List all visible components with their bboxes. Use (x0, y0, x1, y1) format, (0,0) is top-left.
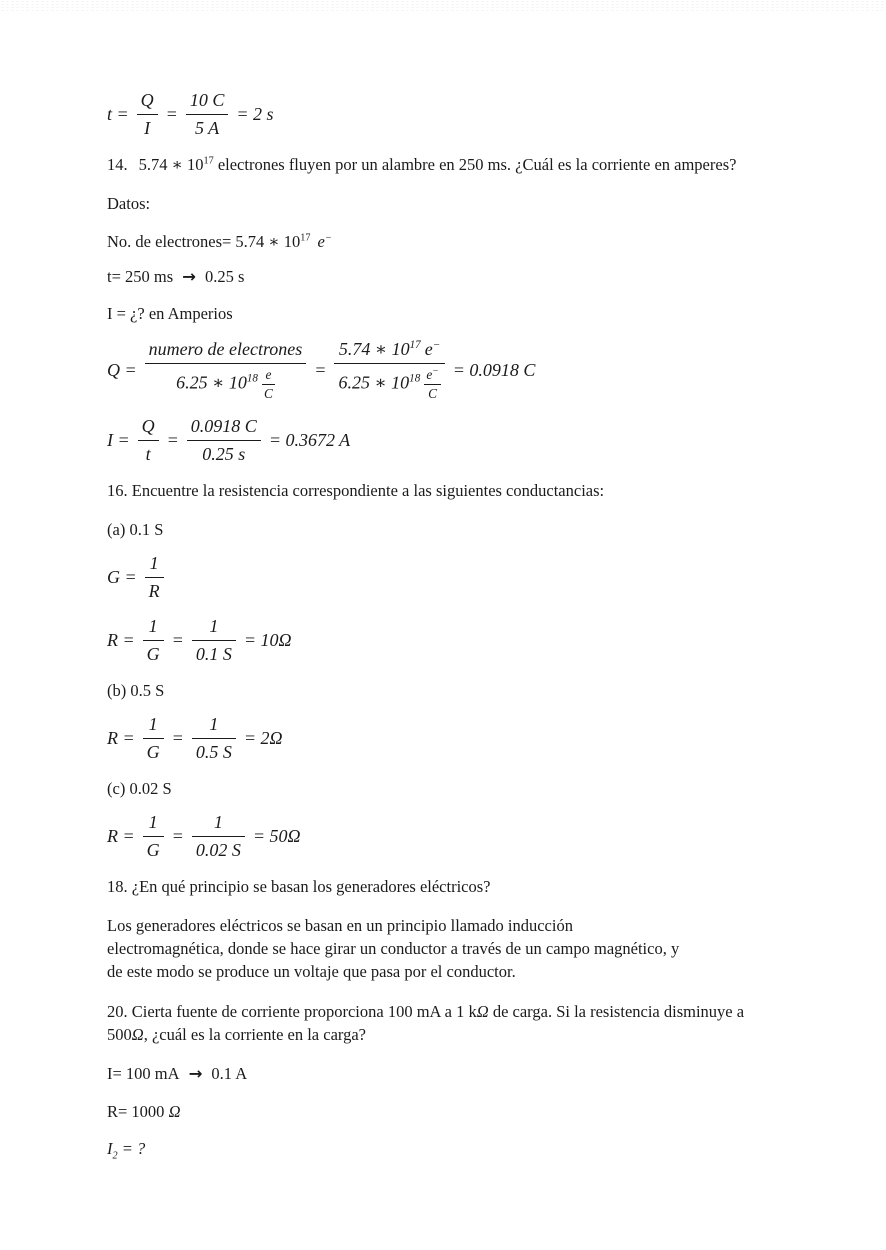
fraction-substituted (334, 339, 444, 402)
problem-number: 14. (107, 155, 128, 174)
i2-unknown-line (107, 1137, 767, 1160)
fraction-denominator: 0.02 S (195, 840, 241, 860)
problem-18-question: 18. ¿En qué principio se basan los generadores eléctricos? (107, 877, 491, 896)
fraction-numerator: 0.0918 C (187, 416, 261, 441)
fraction-values (187, 416, 261, 465)
electron-charge-sign: − (432, 365, 439, 377)
fraction-numerator: Q (138, 416, 159, 441)
formula-result: = 0.3672 A (268, 430, 351, 450)
fraction-denominator (334, 364, 444, 402)
question-text: , ¿cuál es la corriente en la carga? (143, 1025, 366, 1044)
fraction-numerator: Q (137, 90, 158, 115)
formula-resistance-a (107, 616, 767, 665)
formula-result: = 10Ω (243, 630, 292, 650)
fraction-denominator: C (428, 386, 437, 401)
fraction-numerator: 1 (143, 616, 164, 641)
subscript: 2 (112, 1150, 118, 1162)
answer-line: electromagnética, donde se hace girar un conductor a través de un campo magnético, y (107, 939, 680, 958)
problem-14-question (107, 153, 767, 176)
value-text: 0.1 A (211, 1064, 248, 1083)
formula-time (107, 90, 767, 139)
fraction-numerator: 1 (143, 812, 164, 837)
fraction-denominator: 0.1 S (195, 644, 232, 664)
formula-result: = 0.0918 C (452, 360, 536, 380)
formula-lhs: Q = (107, 360, 137, 380)
coefficient: 6.25 ∗ 10 (338, 372, 410, 393)
nested-fraction-e-over-c (262, 367, 275, 402)
part-b-label: (b) 0.5 S (107, 681, 165, 700)
question-text: de carga. Si la resistencia disminuye a 500 (107, 1002, 745, 1044)
unknown-current-line: I = ¿? en Amperios (107, 304, 233, 323)
question-text: 20. Cierta fuente de corriente proporciona 100 mA a 1 k (107, 1002, 477, 1021)
fraction-numerator (334, 339, 444, 364)
fraction-10c-over-5a (186, 90, 229, 139)
answer-line: de este modo se produce un voltaje que pasa por el conductor. (107, 962, 516, 981)
fraction-electron-count (145, 339, 307, 402)
part-c-label: (c) 0.02 S (107, 779, 172, 798)
exponent: 17 (409, 339, 421, 351)
equals-sign: = (171, 728, 184, 748)
datos-label: Datos: (107, 194, 151, 213)
omega-symbol: Ω (131, 1025, 144, 1044)
formula-resistance-b (107, 714, 767, 763)
coefficient: 6.25 ∗ 10 (176, 372, 247, 393)
nested-fraction-e-over-c (424, 367, 440, 402)
answer-line: Los generadores eléctricos se basan en un principio llamado inducción (107, 916, 573, 935)
value-text: R= 1000 (107, 1102, 169, 1121)
fraction-numerator: numero de electrones (145, 339, 307, 364)
current-symbol: I (107, 1139, 113, 1158)
omega-symbol: Ω (476, 1002, 489, 1021)
fraction-values (192, 812, 245, 861)
fraction-values (192, 714, 236, 763)
formula-resistance-c (107, 812, 767, 861)
fraction-1-over-g (143, 714, 164, 763)
fraction-denominator: G (146, 840, 160, 860)
formula-lhs: R = (107, 630, 135, 650)
formula-charge (107, 339, 767, 402)
formula-lhs: t = (107, 104, 129, 124)
value-text: = ? (117, 1139, 146, 1158)
question-text: 5.74 ∗ 10 (138, 155, 204, 174)
fraction-denominator: C (263, 386, 273, 401)
fraction-denominator: 0.5 S (195, 742, 232, 762)
electron-charge-sign: − (432, 339, 441, 351)
problem-16-question: 16. Encuentre la resistencia correspondiente a las siguientes conductancias: (107, 481, 605, 500)
equals-sign: = (171, 826, 184, 846)
scan-noise-band (0, 0, 886, 13)
fraction-q-over-t (138, 416, 159, 465)
arrow-icon: → (182, 267, 196, 286)
value-text: No. de electrones= 5.74 ∗ 10 (107, 232, 301, 251)
time-conversion-line (107, 265, 767, 288)
fraction-numerator: 1 (192, 714, 236, 739)
formula-lhs: I = (107, 430, 130, 450)
electron-symbol: e (317, 232, 325, 251)
fraction-q-over-i (137, 90, 158, 139)
fraction-1-over-g (143, 812, 164, 861)
electron-symbol: e (426, 367, 433, 382)
value-text: t= 250 ms (107, 267, 174, 286)
fraction-1-over-r (145, 553, 164, 602)
fraction-denominator: 5 A (194, 118, 220, 138)
problem-18-answer (107, 914, 767, 983)
fraction-numerator: 1 (145, 553, 164, 578)
fraction-numerator: e (262, 367, 275, 385)
exponent: 17 (300, 232, 311, 244)
part-a-label: (a) 0.1 S (107, 520, 164, 539)
fraction-numerator: 1 (143, 714, 164, 739)
value-text: I= 100 mA (107, 1064, 180, 1083)
formula-lhs: G = (107, 567, 137, 587)
current-conversion-line (107, 1062, 767, 1085)
fraction-1-over-g (143, 616, 164, 665)
arrow-icon: → (188, 1064, 203, 1083)
electron-count-line (107, 230, 767, 253)
equals-sign: = (165, 104, 178, 124)
exponent: 18 (409, 372, 421, 385)
fraction-denominator: G (146, 742, 160, 762)
formula-lhs: R = (107, 826, 135, 846)
fraction-denominator: G (146, 644, 160, 664)
fraction-denominator: R (148, 581, 160, 601)
formula-result: = 2 s (236, 104, 274, 124)
electron-charge-sign: − (324, 232, 332, 244)
fraction-numerator (424, 367, 440, 385)
question-text: electrones fluyen por un alambre en 250 ms. ¿Cuál es la corriente en amperes? (213, 155, 737, 174)
problem-20-question (107, 1000, 767, 1046)
equals-sign: = (166, 430, 179, 450)
coefficient: 5.74 ∗ 10 (338, 339, 410, 359)
omega-symbol: Ω (168, 1102, 181, 1121)
formula-lhs: R = (107, 728, 135, 748)
fraction-denominator: t (145, 444, 151, 464)
exponent: 17 (203, 155, 214, 167)
resistance-line (107, 1100, 767, 1123)
formula-result: = 50Ω (252, 826, 301, 846)
formula-result: = 2Ω (243, 728, 283, 748)
value-text: 0.25 s (204, 267, 245, 286)
fraction-denominator: 0.25 s (202, 444, 246, 464)
fraction-denominator (145, 364, 307, 402)
equals-sign: = (171, 630, 184, 650)
formula-current (107, 416, 767, 465)
fraction-numerator: 1 (192, 812, 245, 837)
fraction-values (192, 616, 236, 665)
equals-sign: = (314, 360, 327, 380)
fraction-numerator: 1 (192, 616, 236, 641)
exponent: 18 (246, 372, 258, 385)
fraction-numerator: 10 C (186, 90, 229, 115)
formula-conductance (107, 553, 767, 602)
electron-symbol: e (424, 339, 433, 359)
fraction-denominator: I (144, 118, 151, 138)
